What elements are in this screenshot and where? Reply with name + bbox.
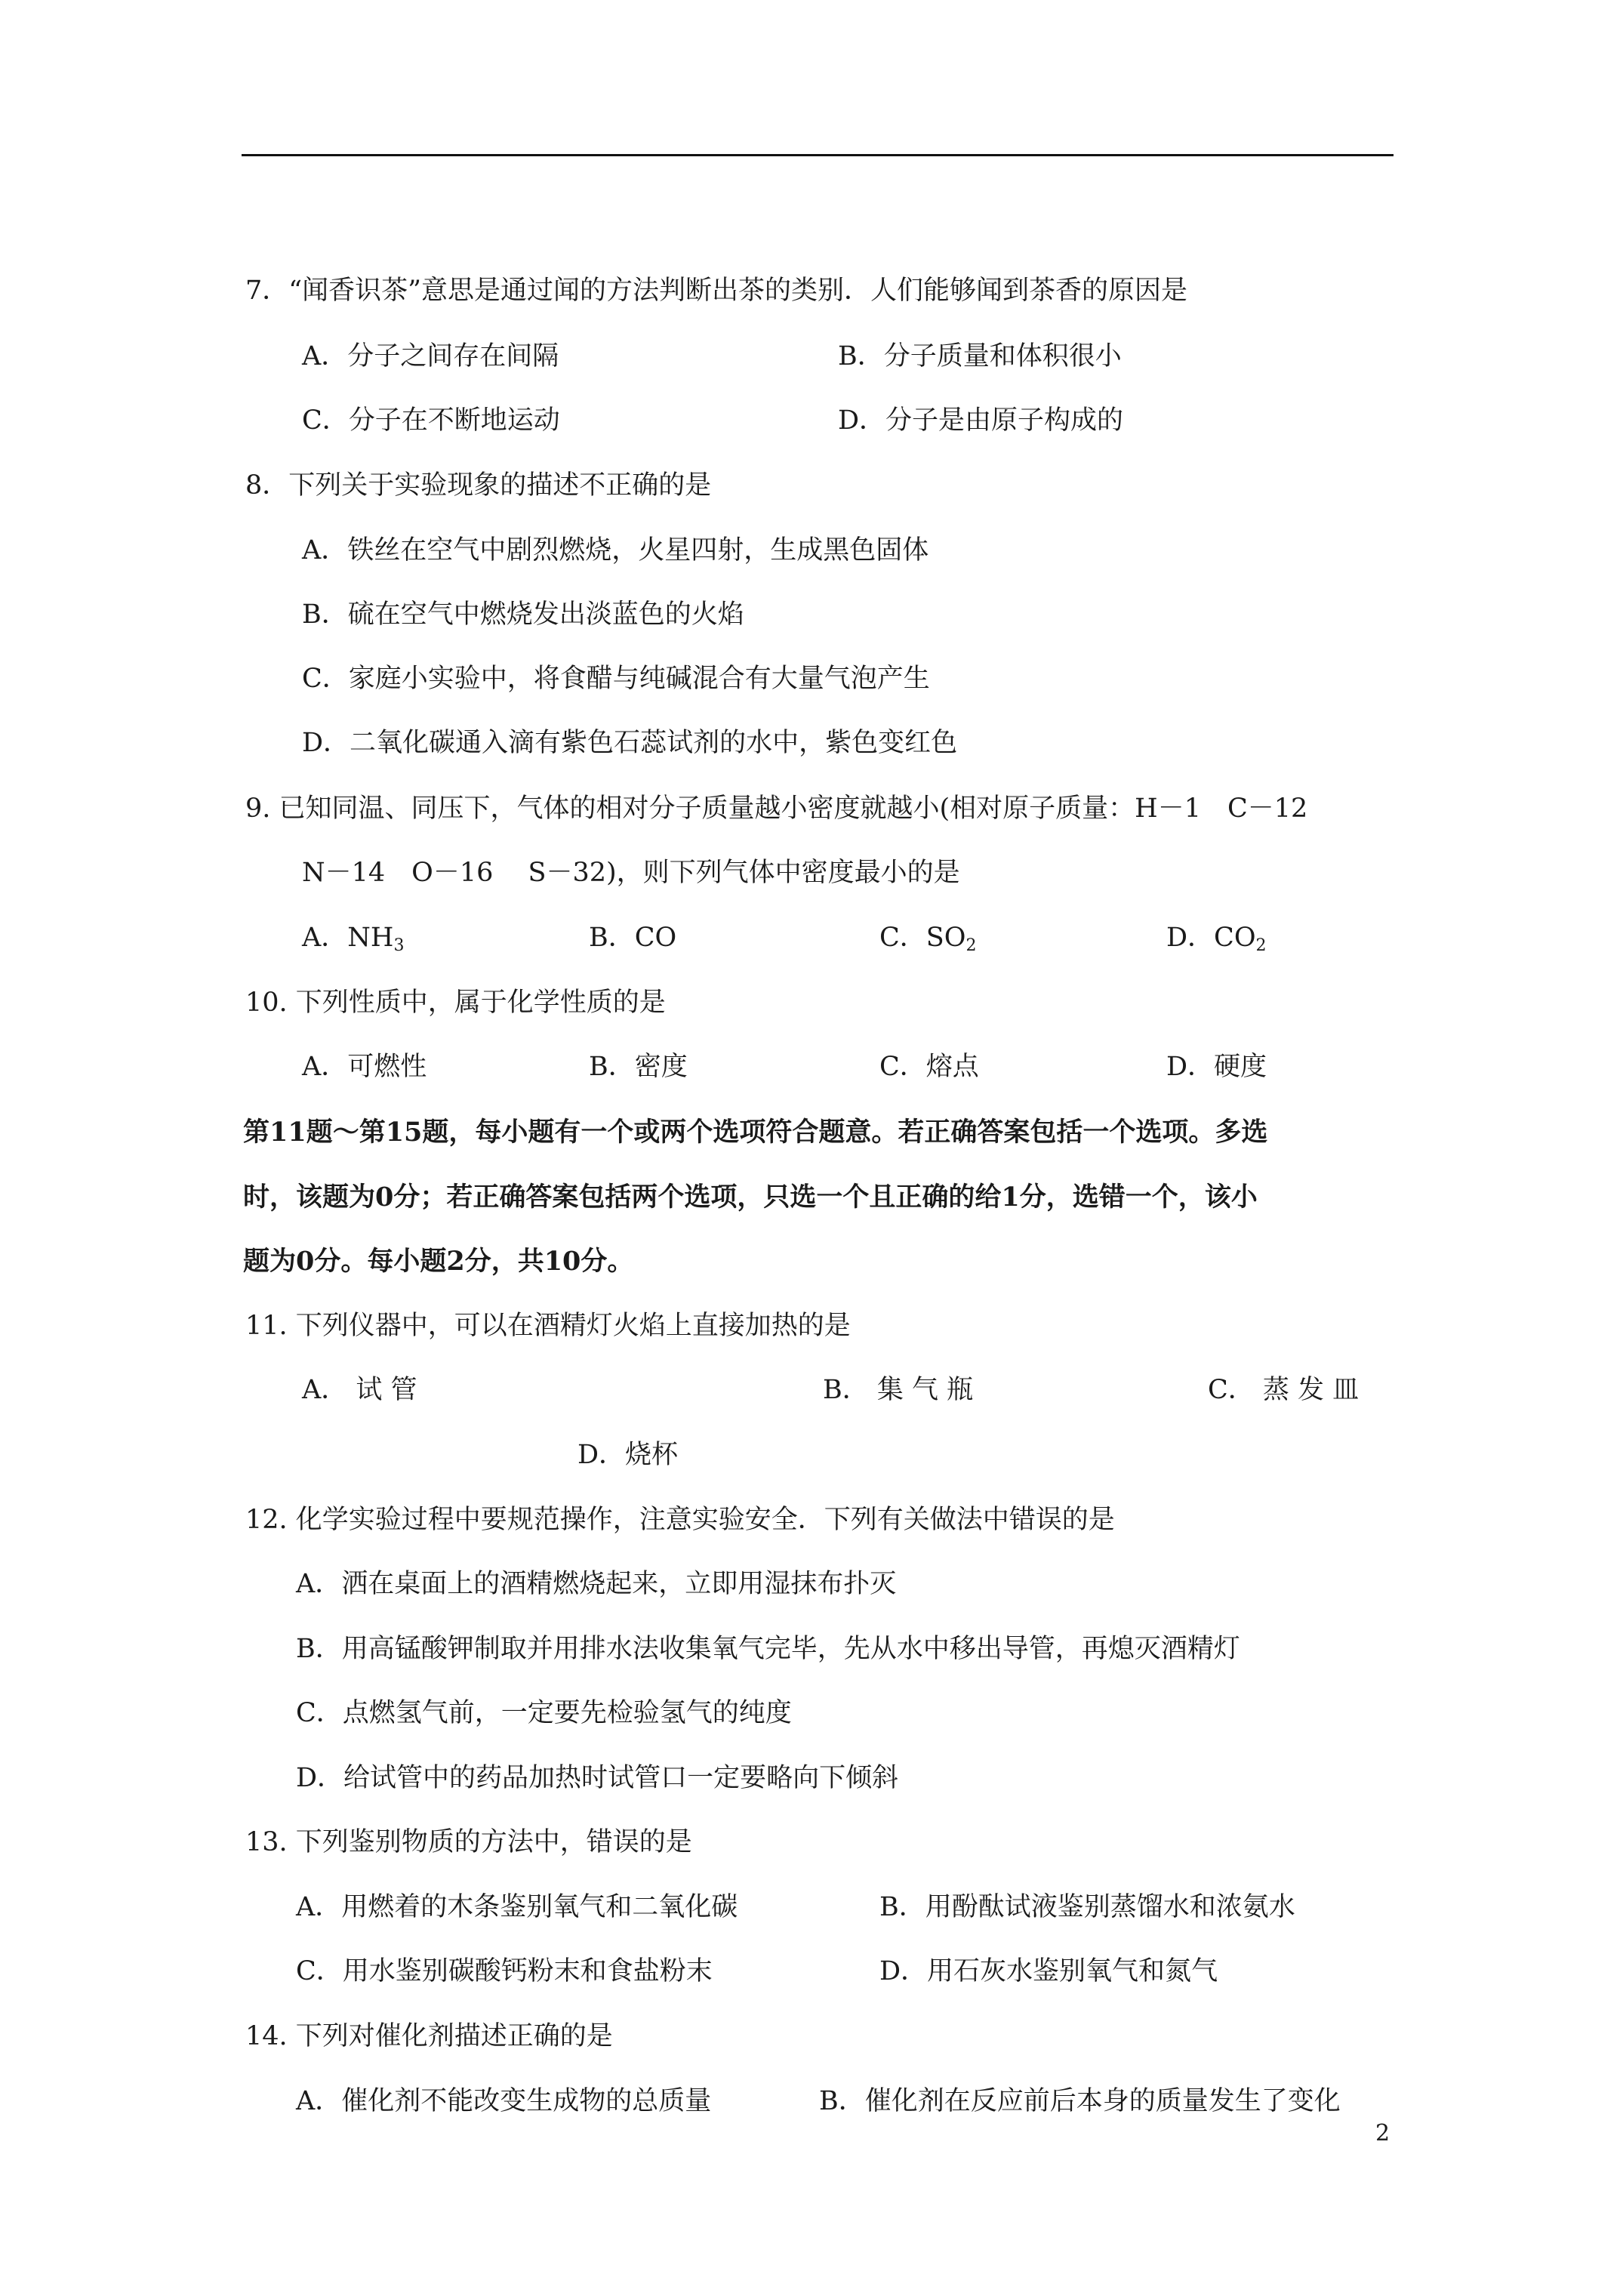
- header-rule: [242, 154, 1394, 156]
- question-13-option-b: B．用酚酞试液鉴别蒸馏水和浓氨水: [879, 1892, 1295, 1922]
- question-11-option-d: D．烧杯: [577, 1440, 679, 1470]
- question-7-option-a: A．分子之间存在间隔: [302, 341, 559, 371]
- question-9-option-b: B．CO: [589, 923, 677, 953]
- question-9-stem-line-2: N－14 O－16 S－32)，则下列气体中密度最小的是: [302, 858, 960, 888]
- question-13-option-d: D．用石灰水鉴别氧气和氮气: [879, 1956, 1218, 1986]
- question-10-option-c: C．熔点: [879, 1052, 979, 1082]
- question-11-option-a: A． 试 管: [302, 1375, 417, 1405]
- question-10-option-b: B．密度: [589, 1052, 688, 1082]
- question-11-option-b: B． 集 气 瓶: [823, 1375, 974, 1405]
- question-12-option-a: A．洒在桌面上的酒精燃烧起来，立即用湿抹布扑灭: [296, 1569, 897, 1599]
- question-7-option-d: D．分子是由原子构成的: [838, 405, 1124, 436]
- question-8-option-a: A．铁丝在空气中剧烈燃烧，火星四射，生成黑色固体: [302, 535, 929, 566]
- question-10-stem: 10. 下列性质中，属于化学性质的是: [245, 988, 666, 1018]
- question-10-option-d: D．硬度: [1166, 1052, 1267, 1082]
- question-10-option-a: A．可燃性: [302, 1052, 427, 1082]
- question-14-stem: 14. 下列对催化剂描述正确的是: [245, 2021, 613, 2051]
- page-number: 2: [1375, 2120, 1390, 2147]
- question-12-stem: 12. 化学实验过程中要规范操作，注意实验安全．下列有关做法中错误的是: [245, 1505, 1115, 1535]
- question-8-stem: 8．下列关于实验现象的描述不正确的是: [245, 470, 712, 501]
- question-9-option-d: D．$CO_2$: [1166, 923, 1267, 955]
- question-12-option-d: D．给试管中的药品加热时试管口一定要略向下倾斜: [296, 1763, 899, 1793]
- question-9-option-c: C．$SO_2$: [879, 923, 977, 955]
- question-7-option-b: B．分子质量和体积很小: [838, 341, 1122, 371]
- question-11-option-c: C． 蒸 发 皿: [1208, 1375, 1360, 1405]
- section-instruction-line-3: 题为0分。每小题2分，共10分。: [243, 1246, 634, 1277]
- question-8-option-d: D．二氧化碳通入滴有紫色石蕊试剂的水中，紫色变红色: [302, 728, 958, 758]
- question-9-stem-line-1: 9. 已知同温、同压下，气体的相对分子质量越小密度就越小(相对原子质量：H－1 C－12: [245, 794, 1308, 824]
- question-7-option-c: C．分子在不断地运动: [302, 405, 560, 436]
- question-13-option-a: A．用燃着的木条鉴别氧气和二氧化碳: [296, 1892, 738, 1922]
- question-12-option-b: B．用高锰酸钾制取并用排水法收集氧气完毕，先从水中移出导管，再熄灭酒精灯: [296, 1634, 1240, 1664]
- question-7-stem: 7．“闻香识茶”意思是通过闻的方法判断出茶的类别．人们能够闻到茶香的原因是: [245, 276, 1188, 306]
- question-13-option-c: C．用水鉴别碳酸钙粉末和食盐粉末: [296, 1956, 713, 1986]
- question-9-option-a: A．$NH_3$: [302, 923, 405, 955]
- question-14-option-b: B．催化剂在反应前后本身的质量发生了变化: [819, 2086, 1341, 2116]
- question-11-stem: 11. 下列仪器中，可以在酒精灯火焰上直接加热的是: [245, 1311, 851, 1341]
- section-instruction-line-1: 第11题～第15题，每小题有一个或两个选项符合题意。若正确答案包括一个选项。多选: [243, 1117, 1268, 1148]
- question-12-option-c: C．点燃氢气前，一定要先检验氢气的纯度: [296, 1698, 792, 1728]
- section-instruction-line-2: 时，该题为0分；若正确答案包括两个选项，只选一个且正确的给1分，选错一个，该小: [243, 1182, 1258, 1213]
- question-8-option-c: C．家庭小实验中，将食醋与纯碱混合有大量气泡产生: [302, 664, 930, 694]
- question-13-stem: 13. 下列鉴别物质的方法中，错误的是: [245, 1827, 692, 1857]
- question-14-option-a: A．催化剂不能改变生成物的总质量: [296, 2086, 712, 2116]
- question-8-option-b: B．硫在空气中燃烧发出淡蓝色的火焰: [302, 599, 744, 630]
